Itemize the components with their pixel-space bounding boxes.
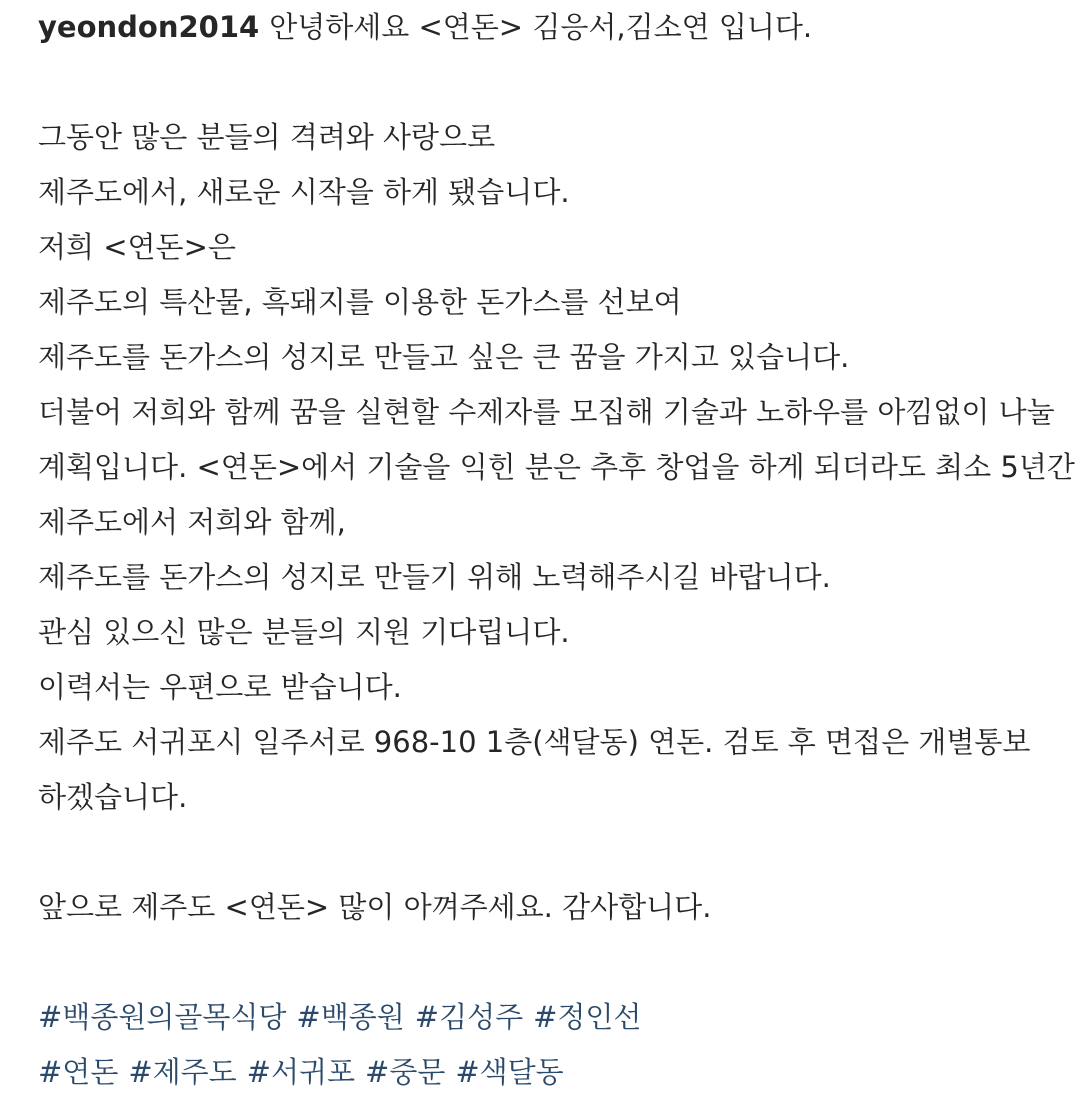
caption-line: 계획입니다. <연돈>에서 기술을 익힌 분은 추후 창업을 하게 되더라도 최소 5년간 — [38, 450, 1075, 484]
caption-line: 제주도를 돈가스의 성지로 만들고 싶은 큰 꿈을 가지고 있습니다. — [38, 340, 850, 374]
caption-line: 제주도에서 저희와 함께, — [38, 505, 346, 539]
hashtag-link[interactable]: #서귀포 — [246, 1055, 356, 1089]
caption-line: 저희 <연돈>은 — [38, 230, 236, 264]
blank-line — [38, 825, 1058, 880]
hashtag-link[interactable]: #백종원 — [296, 1000, 405, 1034]
blank-line — [38, 935, 1058, 990]
caption-line: 더불어 저희와 함께 꿈을 실현할 수제자를 모집해 기술과 노하우를 아낌없이 나눌 — [38, 395, 1055, 429]
hashtag-link[interactable]: #중문 — [365, 1055, 446, 1089]
caption-first-line: 안녕하세요 <연돈> 김응서,김소연 입니다. — [269, 10, 813, 44]
hashtag-link[interactable]: #김성주 — [414, 1000, 524, 1034]
caption-line: 제주도에서, 새로운 시작을 하게 됐습니다. — [38, 175, 570, 209]
hashtag-link[interactable]: #제주도 — [128, 1055, 237, 1089]
caption-line: 제주도의 특산물, 흑돼지를 이용한 돈가스를 선보여 — [38, 285, 682, 319]
caption-line: 이력서는 우편으로 받습니다. — [38, 670, 402, 704]
hashtag-row — [38, 1045, 1058, 1100]
caption-line: 하겠습니다. — [38, 780, 188, 814]
hashtag-link[interactable]: #정인선 — [533, 1000, 642, 1034]
username-link[interactable]: yeondon2014 — [38, 10, 260, 44]
caption-closing: 앞으로 제주도 <연돈> 많이 아껴주세요. 감사합니다. — [38, 890, 712, 924]
hashtag-link[interactable]: #연돈 — [38, 1055, 119, 1089]
hashtag-link[interactable]: #백종원의골목식당 — [38, 1000, 287, 1034]
hashtag-link[interactable]: #색달동 — [455, 1055, 564, 1089]
caption-line: 제주도를 돈가스의 성지로 만들기 위해 노력해주시길 바랍니다. — [38, 560, 831, 594]
blank-line — [38, 55, 1058, 110]
caption-line: 제주도 서귀포시 일주서로 968-10 1층(색달동) 연돈. 검토 후 면접은 개별통보 — [38, 725, 1031, 759]
hashtag-row — [38, 990, 1058, 1045]
caption-line: 관심 있으신 많은 분들의 지원 기다립니다. — [38, 615, 570, 649]
post-caption — [38, 0, 1075, 1100]
caption-line: 그동안 많은 분들의 격려와 사랑으로 — [38, 120, 496, 154]
caption-header — [38, 0, 1058, 55]
